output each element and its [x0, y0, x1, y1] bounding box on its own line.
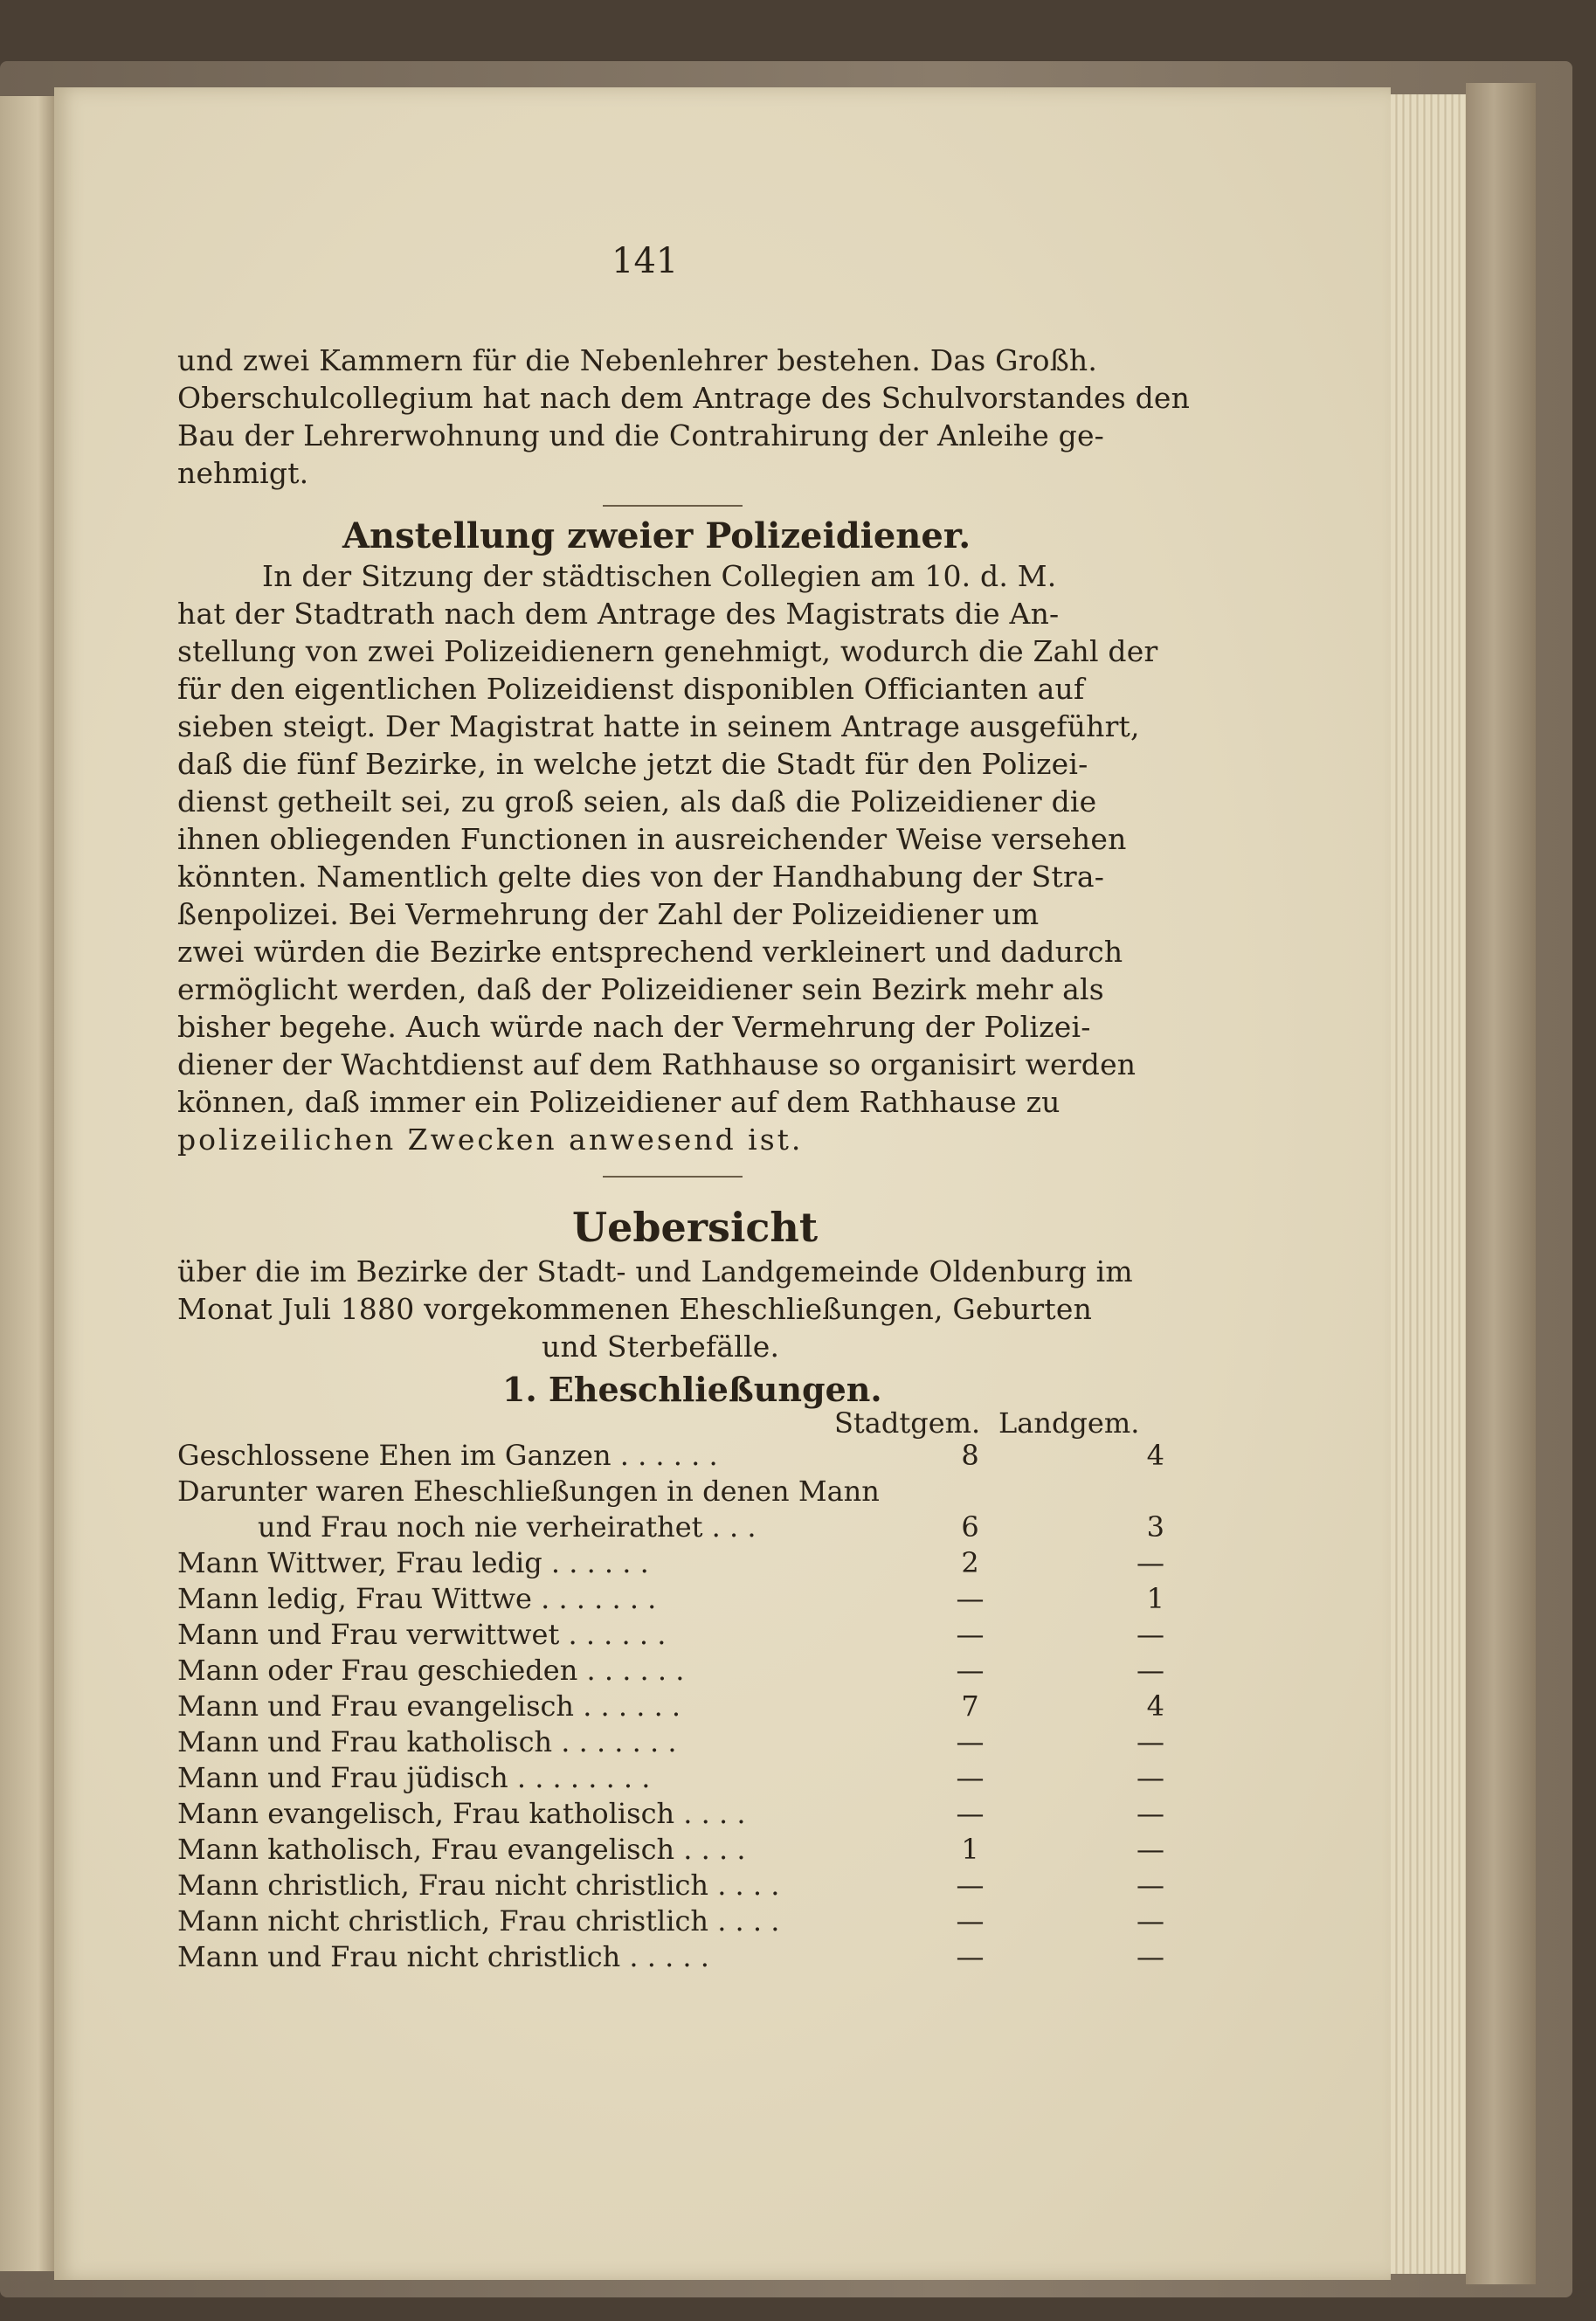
row-label: und Frau noch nie verheirathet . . .	[258, 1509, 757, 1544]
paragraph-line: polizeilichen Zwecken anwesend ist.	[177, 1123, 804, 1157]
table-row	[177, 1616, 1164, 1652]
paragraph-line: zwei würden die Bezirke entsprechend verkleinert und dadurch	[177, 935, 1123, 969]
row-stadtgem-value: —	[956, 1581, 985, 1615]
paragraph-line: für den eigentlichen Polizeidienst disponiblen Officianten auf	[177, 672, 1085, 706]
row-label: Mann und Frau katholisch . . . . . . .	[177, 1724, 677, 1758]
paragraph-line: stellung von zwei Polizeidienern genehmigt, wodurch die Zahl der	[177, 634, 1158, 668]
row-label: Mann evangelisch, Frau katholisch . . . .	[177, 1796, 746, 1830]
section-divider	[603, 505, 743, 507]
paragraph-line: dienst getheilt sei, zu groß seien, als daß die Polizeidiener die	[177, 784, 1097, 819]
section-heading-polizeidiener: Anstellung zweier Polizeidiener.	[342, 515, 971, 556]
row-stadtgem-value: —	[956, 1760, 985, 1794]
row-stadtgem-value: 2	[961, 1545, 979, 1579]
row-label: Mann ledig, Frau Wittwe . . . . . . .	[177, 1581, 657, 1615]
table-row	[177, 1509, 1164, 1544]
row-stadtgem-value: —	[956, 1653, 985, 1687]
table-row	[177, 1688, 1164, 1723]
row-stadtgem-value: 8	[961, 1438, 979, 1472]
table-row	[177, 1437, 1164, 1473]
row-label: Mann Wittwer, Frau ledig . . . . . .	[177, 1545, 649, 1579]
row-label: Mann christlich, Frau nicht christlich . . . .	[177, 1868, 780, 1902]
table-row	[177, 1831, 1164, 1867]
subheading-eheschliessungen: 1. Eheschließungen.	[502, 1370, 882, 1409]
table-row	[177, 1795, 1164, 1831]
table-row	[177, 1938, 1164, 1974]
row-label: Mann nicht christlich, Frau christlich . . . .	[177, 1903, 780, 1938]
row-stadtgem-value: 1	[961, 1832, 979, 1866]
row-stadtgem-value: —	[956, 1724, 985, 1758]
row-stadtgem-value: 6	[961, 1509, 979, 1544]
paragraph-line: daß die fünf Bezirke, in welche jetzt die Stadt für den Polizei-	[177, 747, 1088, 781]
row-stadtgem-value: —	[956, 1796, 985, 1830]
paragraph-line: ermöglicht werden, daß der Polizeidiener sein Bezirk mehr als	[177, 972, 1104, 1006]
overview-subtitle-line: und Sterbefälle.	[542, 1330, 780, 1364]
paragraph-line: können, daß immer ein Polizeidiener auf dem Rathhause zu	[177, 1085, 1061, 1119]
row-landgem-value: 3	[1146, 1509, 1164, 1544]
paragraph-line: ßenpolizei. Bei Vermehrung der Zahl der Polizeidiener um	[177, 897, 1040, 931]
row-landgem-value: —	[1137, 1832, 1164, 1866]
paragraph-line: sieben steigt. Der Magistrat hatte in seinem Antrage ausgeführt,	[177, 709, 1140, 743]
column-header-landgem: Landgem.	[998, 1406, 1140, 1440]
row-label: Mann oder Frau geschieden . . . . . .	[177, 1653, 685, 1687]
row-landgem-value: —	[1137, 1724, 1164, 1758]
table-row	[177, 1759, 1164, 1795]
marriages-table	[177, 1437, 1164, 1974]
row-stadtgem-value	[898, 1473, 1042, 1509]
row-landgem-value: —	[1137, 1760, 1164, 1794]
page-number: 141	[611, 241, 679, 281]
intro-line: Oberschulcollegium hat nach dem Antrage des Schulvorstandes den	[177, 381, 1191, 415]
table-row	[177, 1473, 1164, 1509]
row-stadtgem-value: —	[956, 1868, 985, 1902]
row-stadtgem-value: —	[956, 1617, 985, 1651]
paragraph-line: könnten. Namentlich gelte dies von der Handhabung der Stra-	[177, 860, 1105, 894]
paragraph-line: hat der Stadtrath nach dem Antrage des Magistrats die An-	[177, 597, 1060, 631]
overview-subtitle-line: über die im Bezirke der Stadt- und Landgemeinde Oldenburg im	[177, 1254, 1133, 1288]
overview-subtitle-line: Monat Juli 1880 vorgekommenen Eheschließungen, Geburten	[177, 1292, 1093, 1326]
row-landgem-value: —	[1137, 1653, 1164, 1687]
row-label: Darunter waren Eheschließungen in denen Mann	[177, 1474, 880, 1508]
column-header-stadtgem: Stadtgem.	[834, 1406, 981, 1440]
row-label: Mann und Frau verwittwet . . . . . .	[177, 1617, 667, 1651]
row-landgem-value: —	[1137, 1796, 1164, 1830]
paragraph-line: In der Sitzung der städtischen Collegien am 10. d. M.	[262, 559, 1057, 593]
row-stadtgem-value: —	[956, 1903, 985, 1938]
paragraph-line: ihnen obliegenden Functionen in ausreichender Weise versehen	[177, 822, 1127, 856]
table-row	[177, 1723, 1164, 1759]
paragraph-line: diener der Wachtdienst auf dem Rathhause so organisirt werden	[177, 1047, 1137, 1081]
row-landgem-value: 1	[1146, 1581, 1164, 1615]
intro-line: Bau der Lehrerwohnung und die Contrahirung der Anleihe ge-	[177, 418, 1105, 452]
paragraph-line: bisher begehe. Auch würde nach der Vermehrung der Polizei-	[177, 1010, 1091, 1044]
table-row	[177, 1903, 1164, 1938]
overview-title: Uebersicht	[572, 1204, 819, 1251]
table-row	[177, 1652, 1164, 1688]
row-landgem-value	[1042, 1473, 1164, 1509]
row-stadtgem-value: —	[956, 1939, 985, 1973]
section-divider	[603, 1176, 743, 1178]
row-label: Mann katholisch, Frau evangelisch . . . .	[177, 1832, 746, 1866]
row-label: Mann und Frau jüdisch . . . . . . . .	[177, 1760, 651, 1794]
row-landgem-value: —	[1137, 1868, 1164, 1902]
row-label: Mann und Frau nicht christlich . . . . .	[177, 1939, 709, 1973]
left-page-edge	[0, 96, 54, 2271]
page-stack-edge	[1391, 94, 1466, 2274]
table-row	[177, 1544, 1164, 1580]
table-row	[177, 1580, 1164, 1616]
row-landgem-value: 4	[1146, 1438, 1164, 1472]
row-label: Mann und Frau evangelisch . . . . . .	[177, 1689, 681, 1723]
row-landgem-value: —	[1137, 1903, 1164, 1938]
row-stadtgem-value: 7	[961, 1689, 979, 1723]
row-landgem-value: —	[1137, 1939, 1164, 1973]
table-row	[177, 1867, 1164, 1903]
row-landgem-value: —	[1137, 1617, 1164, 1651]
row-label: Geschlossene Ehen im Ganzen . . . . . .	[177, 1438, 718, 1472]
row-landgem-value: —	[1137, 1545, 1164, 1579]
intro-line: und zwei Kammern für die Nebenlehrer bestehen. Das Großh.	[177, 343, 1098, 377]
intro-line: nehmigt.	[177, 456, 309, 490]
row-landgem-value: 4	[1146, 1689, 1164, 1723]
book-spine	[1466, 83, 1536, 2284]
